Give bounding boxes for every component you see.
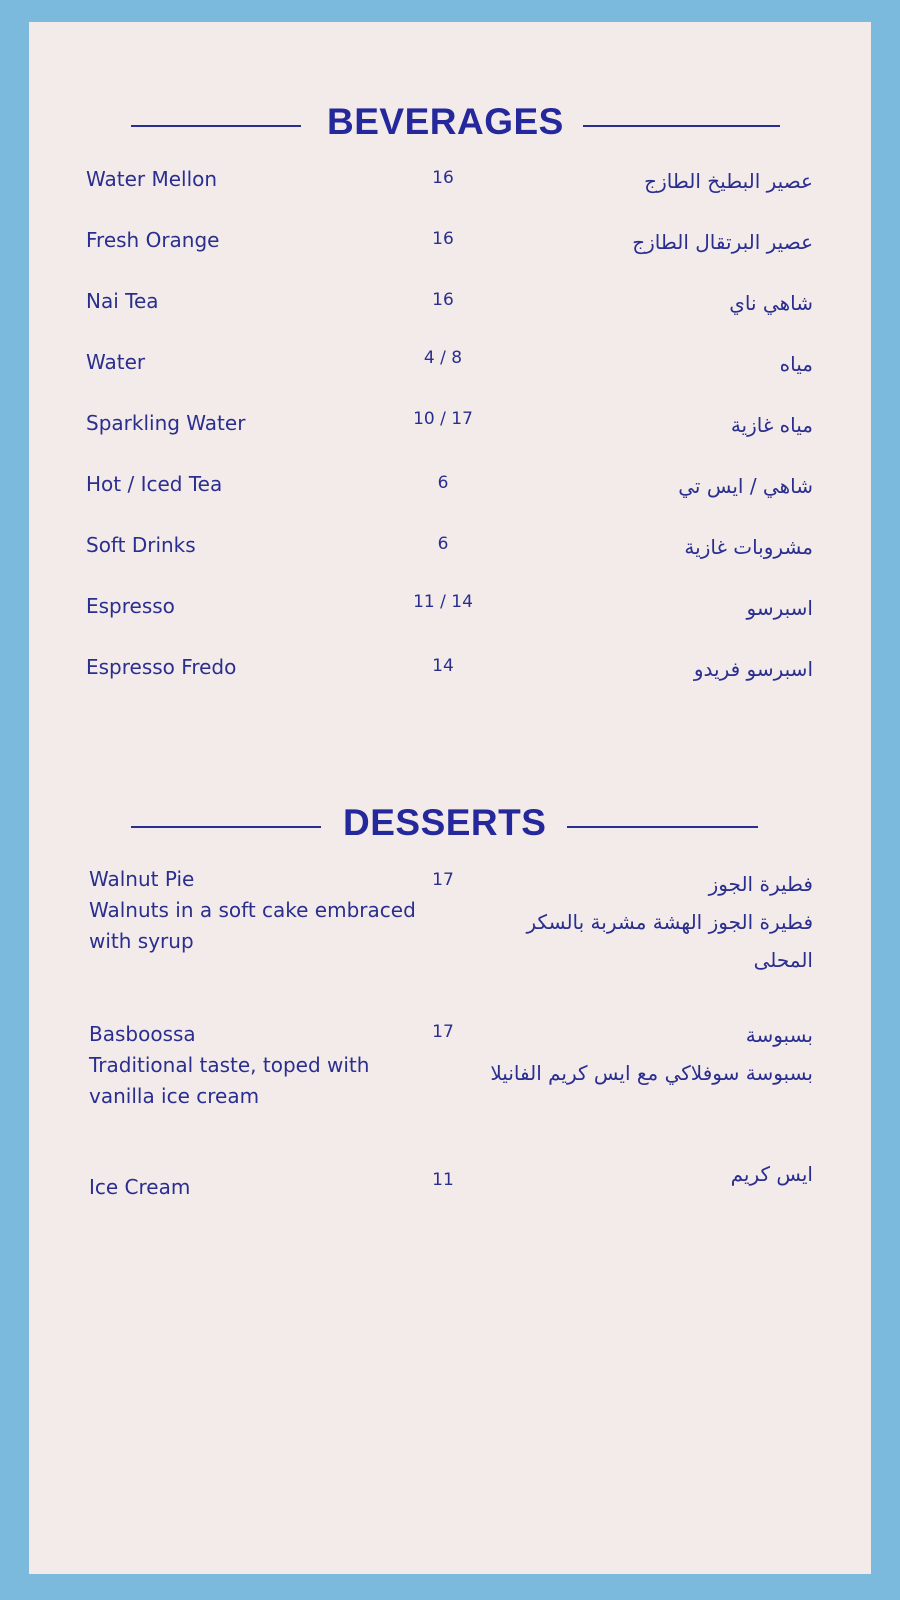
item-description-line: Walnuts in a soft cake embraced — [89, 898, 416, 922]
item-name-arabic: اسبرسو — [746, 596, 813, 620]
item-name-arabic: ايس كريم — [730, 1162, 813, 1186]
item-price: 6 — [437, 534, 449, 554]
beverages-title: BEVERAGES — [327, 101, 564, 142]
item-name-arabic: عصير البطيخ الطازج — [644, 169, 813, 193]
heading-rule-left — [131, 826, 321, 828]
item-description-line-arabic: فطيرة الجوز الهشة مشربة بالسكر — [526, 910, 813, 934]
item-price: 4 / 8 — [423, 348, 463, 368]
heading-rule-right — [583, 125, 780, 127]
item-price: 6 — [437, 473, 449, 493]
item-name-arabic: فطيرة الجوز — [708, 872, 813, 896]
item-name-arabic: مياه غازية — [730, 413, 813, 437]
beverages-heading — [29, 101, 871, 151]
item-name: Espresso Fredo — [86, 655, 237, 679]
item-name-arabic: شاهي ناي — [729, 291, 813, 315]
item-description-line-arabic: المحلى — [753, 948, 813, 972]
item-name-arabic: بسبوسة — [745, 1023, 813, 1047]
item-name-arabic: مياه — [779, 352, 813, 376]
desserts-heading — [29, 802, 871, 852]
item-price: 11 / 14 — [413, 592, 473, 612]
item-name: Water — [86, 350, 146, 374]
desserts-title: DESSERTS — [343, 802, 547, 843]
item-name: Hot / Iced Tea — [86, 472, 223, 496]
item-description-line: vanilla ice cream — [89, 1084, 260, 1108]
item-price: 14 — [432, 656, 454, 676]
heading-rule-left — [131, 125, 301, 127]
dessert-description-arabic — [527, 865, 813, 979]
item-name-arabic: اسبرسو فريدو — [693, 657, 813, 681]
item-name: Walnut Pie — [89, 867, 195, 891]
item-name-arabic: شاهي / ايس تي — [678, 474, 813, 498]
dessert-description-arabic — [490, 1016, 813, 1092]
item-description-line-arabic: بسبوسة سوفلاكي مع ايس كريم الفانيلا — [490, 1061, 813, 1085]
item-price: 10 / 17 — [413, 409, 473, 429]
heading-rule-right — [567, 826, 758, 828]
item-price: 16 — [432, 290, 454, 310]
item-name-arabic: عصير البرتقال الطازج — [632, 230, 813, 254]
item-price: 16 — [432, 168, 454, 188]
dessert-description — [89, 1019, 419, 1112]
item-name: Sparkling Water — [86, 411, 246, 435]
item-price: 17 — [432, 870, 454, 890]
item-name: Basboossa — [89, 1022, 196, 1046]
item-name: Nai Tea — [86, 289, 159, 313]
item-name: Espresso — [86, 594, 175, 618]
item-name-arabic: مشروبات غازية — [684, 535, 813, 559]
item-price: 11 — [432, 1170, 454, 1190]
item-price: 16 — [432, 229, 454, 249]
item-price: 17 — [432, 1022, 454, 1042]
item-name: Ice Cream — [89, 1175, 191, 1199]
dessert-description — [89, 864, 419, 957]
item-name: Soft Drinks — [86, 533, 196, 557]
item-description-line: with syrup — [89, 929, 194, 953]
dessert-description-arabic — [731, 1155, 813, 1193]
item-name: Fresh Orange — [86, 228, 220, 252]
dessert-description — [89, 1172, 419, 1203]
item-description-line: Traditional taste, toped with — [89, 1053, 370, 1077]
menu-card — [29, 22, 871, 1574]
item-name: Water Mellon — [86, 167, 218, 191]
